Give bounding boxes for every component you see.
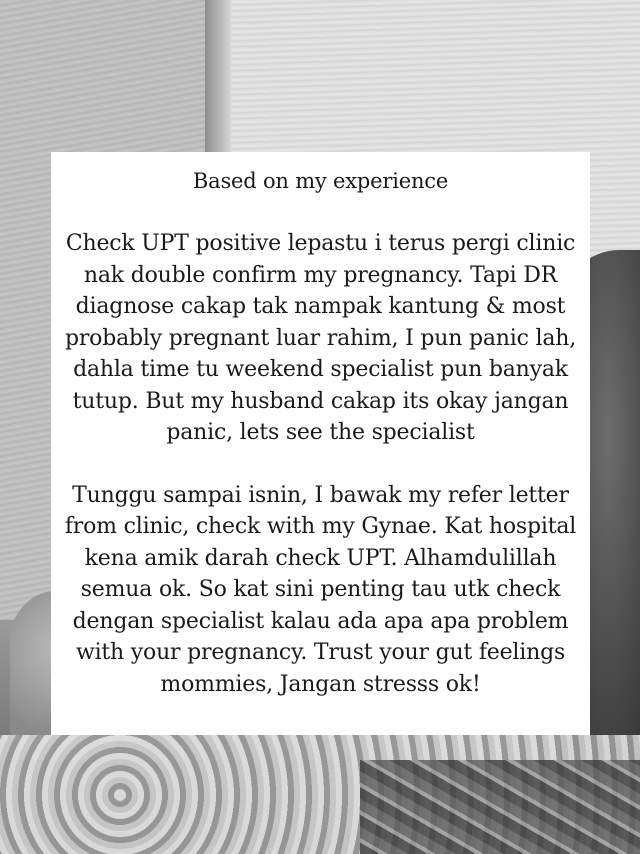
text-line: dahla time tu weekend specialist pun banyak bbox=[73, 357, 568, 382]
text-line: tutup. But my husband cakap its okay jangan bbox=[72, 388, 569, 414]
text-line: semua ok. So kat sini penting tau utk check bbox=[80, 577, 561, 602]
text-line: Tunggu sampai isnin, I bawak my refer letter bbox=[72, 482, 569, 508]
paragraph-2 bbox=[63, 480, 578, 701]
text-line: probably pregnant luar rahim, I pun panic lah, bbox=[64, 325, 577, 351]
text-line: mommies, Jangan stresss ok! bbox=[160, 671, 481, 697]
paragraph-1 bbox=[63, 228, 578, 449]
text-line: panic, lets see the specialist bbox=[166, 420, 475, 445]
text-line: from clinic, check with my Gynae. Kat hospital bbox=[64, 514, 577, 539]
card-heading: Based on my experience bbox=[192, 169, 449, 193]
text-line: nak double confirm my pregnancy. Tapi DR bbox=[83, 262, 558, 288]
text-line: kena amik darah check UPT. Alhamdulillah bbox=[84, 545, 557, 571]
text-line: dengan specialist kalau ada apa apa problem bbox=[72, 608, 569, 634]
patterned-cloth bbox=[360, 760, 640, 854]
text-line: with your pregnancy. Trust your gut feelings bbox=[75, 640, 566, 665]
text-line: diagnose cakap tak nampak kantung & most bbox=[75, 294, 566, 319]
text-line: Check UPT positive lepastu i terus pergi clinic bbox=[65, 231, 576, 256]
text-card bbox=[51, 152, 590, 735]
